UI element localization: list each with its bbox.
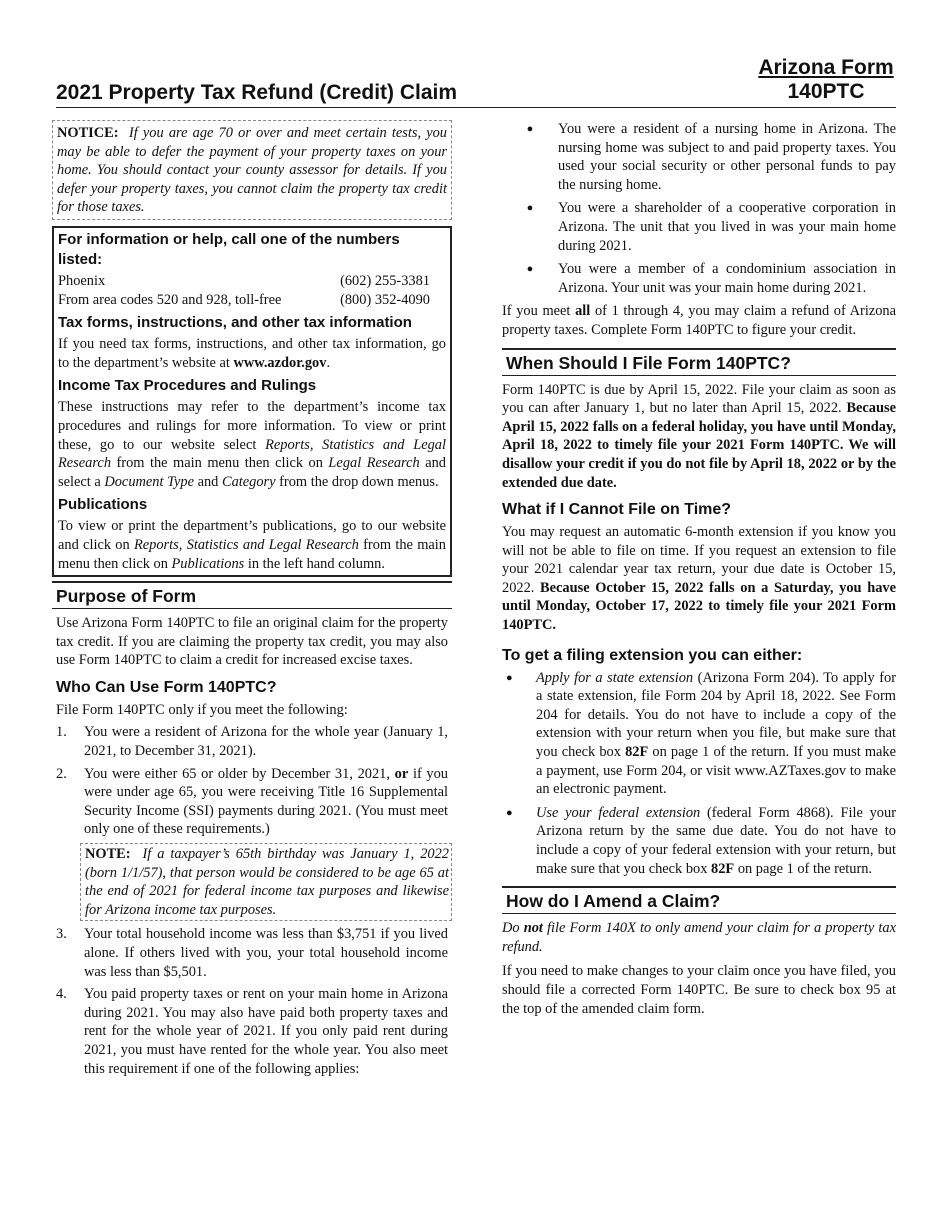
bullet-icon: ●: [526, 202, 534, 215]
requirements-list: [52, 723, 452, 839]
form-number-line1: Arizona Form: [758, 56, 894, 79]
bullet-icon: ●: [526, 263, 534, 276]
form-number: [700, 56, 950, 104]
phone-label-tollfree: From area codes 520 and 928, toll-free: [58, 291, 282, 308]
publications-heading: Publications: [58, 496, 148, 514]
meet-all-text: If you meet all of 1 through 4, you may claim a refund of Arizona property taxes. Complete Form 140PTC to figure your credit.: [502, 303, 896, 338]
phone-row-tollfree: [58, 291, 446, 310]
rulings-text: These instructions may refer to the department’s income tax procedures and rulings for more information. To view or print these, go to our website select Reports, Statistics and Legal Research from the main menu then click on Legal Research and select a Document Type and Category from the drop down menus.: [58, 399, 446, 490]
list-item: ● You were a member of a condominium association in Arizona. Your unit was your main home during 2021.: [502, 260, 896, 297]
bullet-icon: ●: [506, 671, 513, 684]
bullet-icon: ●: [526, 123, 534, 135]
amend-italic-text: Do not file Form 140X to only amend your claim for a property tax refund.: [502, 920, 896, 955]
note-box: [80, 843, 452, 921]
tax-forms-heading: Tax forms, instructions, and other tax information: [58, 314, 412, 332]
extension-bullets: [502, 669, 896, 879]
rulings-heading: Income Tax Procedures and Rulings: [58, 377, 317, 395]
when-heading: When Should I File Form 140PTC?: [502, 348, 896, 376]
notice-box: [52, 120, 452, 220]
list-item: 3. Your total household income was less than $3,751 if you lived alone. If others lived with you, your total household income was less than $5,501.: [56, 926, 448, 980]
left-column: [52, 120, 452, 1082]
azdor-link[interactable]: www.azdor.gov: [233, 354, 327, 371]
amend-heading: How do I Amend a Claim?: [502, 886, 896, 914]
list-item: 1. You were a resident of Arizona for the whole year (January 1, 2021, to December 31, 2021).: [56, 724, 448, 760]
list-item: 4. You paid property taxes or rent on your main home in Arizona during 2021. You may also have paid both property taxes and rent for the whole year of 2021. If you only paid rent during 2021, you must have rented for the whole year. You also meet this requirement if one of the following applies:: [56, 986, 448, 1077]
form-number-line2: 140PTC: [787, 80, 865, 103]
list-item: ● You were a shareholder of a cooperative corporation in Arizona. The unit that you lived in was your main home during 2021.: [502, 199, 896, 255]
phone-label-phoenix: Phoenix: [58, 272, 106, 289]
note-label: NOTE:: [85, 846, 131, 863]
requirements-list-continued: [52, 925, 452, 1078]
notice-text: If you are age 70 or over and meet certain tests, you may be able to defer the payment of your property taxes on your home. You should contact your county assessor for details. If you defer your property taxes, you cannot claim the property tax credit for those taxes.: [57, 125, 447, 216]
list-item: ● You were a resident of a nursing home in Arizona. The nursing home was subject to and paid property taxes. You used your social security or other personal funds to pay the nursing home.: [502, 120, 896, 194]
info-box: [52, 226, 452, 577]
list-item: 2. You were either 65 or older by December 31, 2021, or if you were under age 65, you were receiving Title 16 Supplemental Security Income (SSI) payments during 2021. (You must meet only one of these requirements.): [56, 765, 448, 838]
cannot-file-heading: What if I Cannot File on Time?: [502, 501, 732, 519]
purpose-heading: Purpose of Form: [52, 581, 452, 609]
who-heading: Who Can Use Form 140PTC?: [56, 678, 277, 696]
bullet-icon: ●: [506, 806, 513, 819]
when-text: Form 140PTC is due by April 15, 2022. File your claim as soon as you can after January 1, but no later than April 15, 2022. Because April 15, 2022 falls on a federal holiday, you have until Monday, April 18, 2022 to timely file your 2021 Form 140PTC. We will disallow your credit if you do not file by April 18, 2022 or by the extended due date.: [502, 381, 896, 491]
list-item: ● Use your federal extension (federal Form 4868). File your Arizona return by the same due date. You do not have to include a copy of your federal extension with your return, but make sure that you check box 82F on page 1 of the return.: [502, 804, 896, 878]
list-item: ● Apply for a state extension (Arizona Form 204). To apply for a state extension, file Form 204 by April 18, 2022. See Form 204 for details. You do not have to include a copy of the extension with your return when you file, but make sure that you check box 82F on page 1 of the return. If you must make a payment, use Form 204, or visit www.AZTaxes.gov to make an electronic payment.: [502, 669, 896, 799]
notice-label: NOTICE:: [57, 125, 119, 141]
amend-text: If you need to make changes to your claim once you have filed, you should file a corrected Form 140PTC. Be sure to check box 95 at the top of the amended claim form.: [502, 963, 896, 1017]
extension-heading: To get a filing extension you can either:: [502, 646, 803, 664]
requirement-bullets: [502, 120, 896, 297]
cannot-file-text: You may request an automatic 6-month extension if you know you will not be able to file on time. If you request an extension to file your 2021 calendar year tax return, your due date is October 15, 2022. Because October 15, 2022 falls on a Saturday, you have until Monday, October 17, 2022 to timely file your 2021 Form 140PTC.: [502, 524, 896, 634]
page-title: 2021 Property Tax Refund (Credit) Claim: [56, 81, 458, 104]
phone-number-tollfree: (800) 352-4090: [340, 291, 430, 308]
info-heading: For information or help, call one of the numbers listed:: [58, 230, 400, 268]
phone-number-phoenix: (602) 255-3381: [340, 272, 430, 289]
publications-text: To view or print the department’s publications, go to our website and click on Reports, Statistics and Legal Research from the main menu then click on Publications in the left hand column.: [58, 518, 446, 572]
header-divider: [56, 107, 896, 108]
tax-forms-text: If you need tax forms, instructions, and other tax information, go to the department’s website at www.azdor.gov.: [58, 336, 446, 371]
right-column: [502, 120, 896, 1018]
note-text: If a taxpayer’s 65th birthday was January 1, 2022 (born 1/1/57), that person would be considered to be age 65 at the end of 2021 for federal income tax purposes and likewise for Arizona income tax purposes.: [85, 846, 449, 918]
who-intro: File Form 140PTC only if you meet the following:: [56, 701, 348, 718]
purpose-text: Use Arizona Form 140PTC to file an original claim for the property tax credit. If you are claiming the property tax credit, you may also use Form 140PTC to claim a credit for increased excise taxes.: [56, 615, 448, 669]
phone-row-phoenix: [58, 272, 446, 291]
